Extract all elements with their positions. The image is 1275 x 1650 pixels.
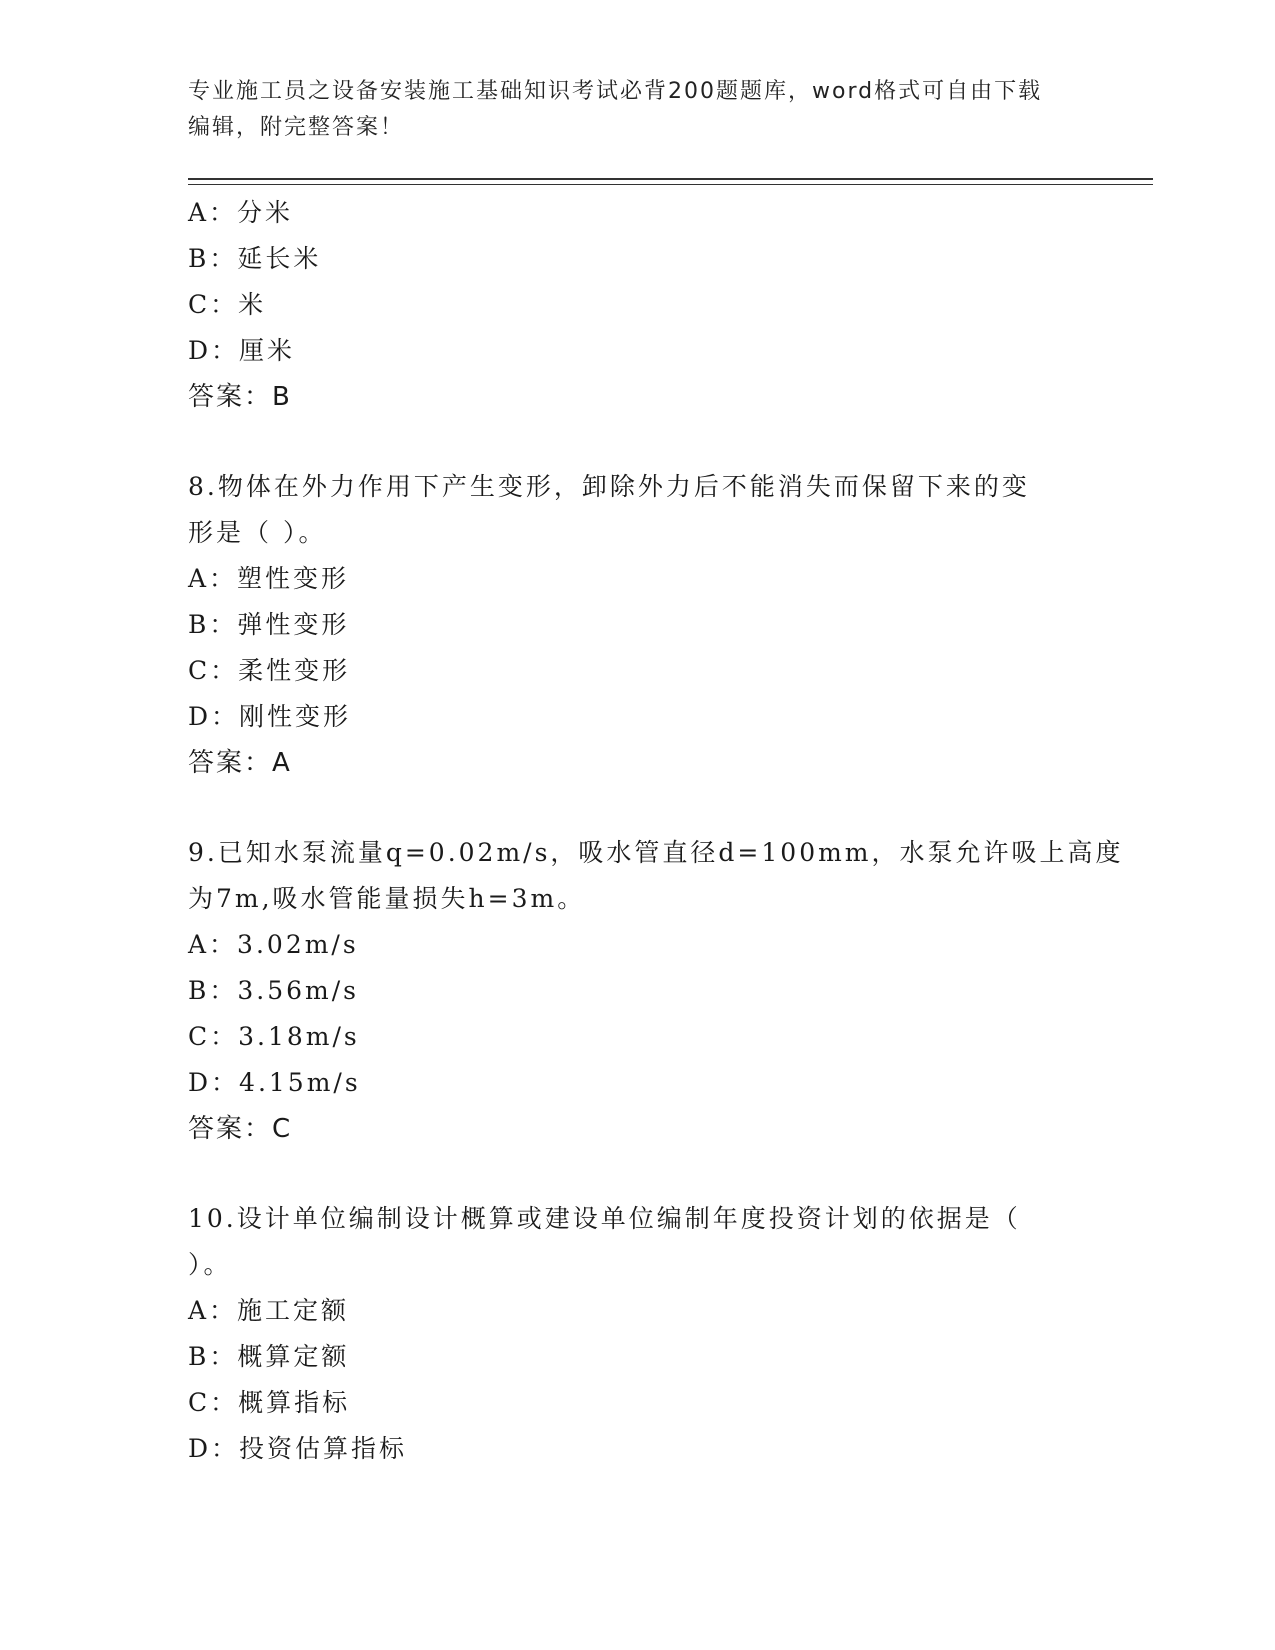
answer-label: 答案：A: [188, 748, 292, 778]
option-c: C：柔性变形: [188, 656, 351, 685]
question-text-line1: 9.已知水泵流量q=0.02m/s，吸水管直径d=100mm，水泵允许吸上高度: [188, 838, 1124, 867]
header-divider-thin: [188, 184, 1153, 185]
option-a: A：施工定额: [188, 1296, 350, 1325]
option-c: C：概算指标: [188, 1388, 351, 1417]
header-title-line1: 专业施工员之设备安装施工基础知识考试必背200题题库，word格式可自由下载: [188, 79, 1043, 104]
question-text-line1: 10.设计单位编制设计概算或建设单位编制年度投资计划的依据是（: [188, 1204, 1021, 1233]
question-10-block: [188, 1196, 1088, 1472]
option-a: A：塑性变形: [188, 564, 350, 593]
question-text-line2: 形是（ ）。: [188, 518, 327, 547]
question-9-block: [188, 830, 1124, 1152]
document-header: [188, 74, 1088, 146]
answer-label: 答案：C: [188, 1114, 293, 1144]
option-a: A：分米: [188, 198, 294, 227]
option-b: B：3.56m/s: [188, 976, 359, 1005]
question-7-block: [188, 190, 1088, 420]
answer-label: 答案：B: [188, 382, 292, 412]
option-b: B：弹性变形: [188, 610, 350, 639]
option-d: D：4.15m/s: [188, 1068, 361, 1097]
header-title-line2: 编辑，附完整答案！: [188, 115, 405, 140]
option-d: D：投资估算指标: [188, 1434, 408, 1463]
option-a: A：3.02m/s: [188, 930, 359, 959]
option-d: D：刚性变形: [188, 702, 352, 731]
option-d: D：厘米: [188, 336, 296, 365]
question-text-line1: 8.物体在外力作用下产生变形，卸除外力后不能消失而保留下来的变: [188, 472, 1030, 501]
question-text-line2: ）。: [188, 1250, 232, 1279]
option-b: B：延长米: [188, 244, 322, 273]
option-c: C：3.18m/s: [188, 1022, 360, 1051]
option-c: C：米: [188, 290, 267, 319]
question-8-block: [188, 464, 1088, 786]
header-divider-thick: [188, 178, 1153, 180]
question-list: [188, 190, 1124, 1472]
question-text-line2: 为7m,吸水管能量损失h=3m。: [188, 884, 586, 913]
option-b: B：概算定额: [188, 1342, 350, 1371]
